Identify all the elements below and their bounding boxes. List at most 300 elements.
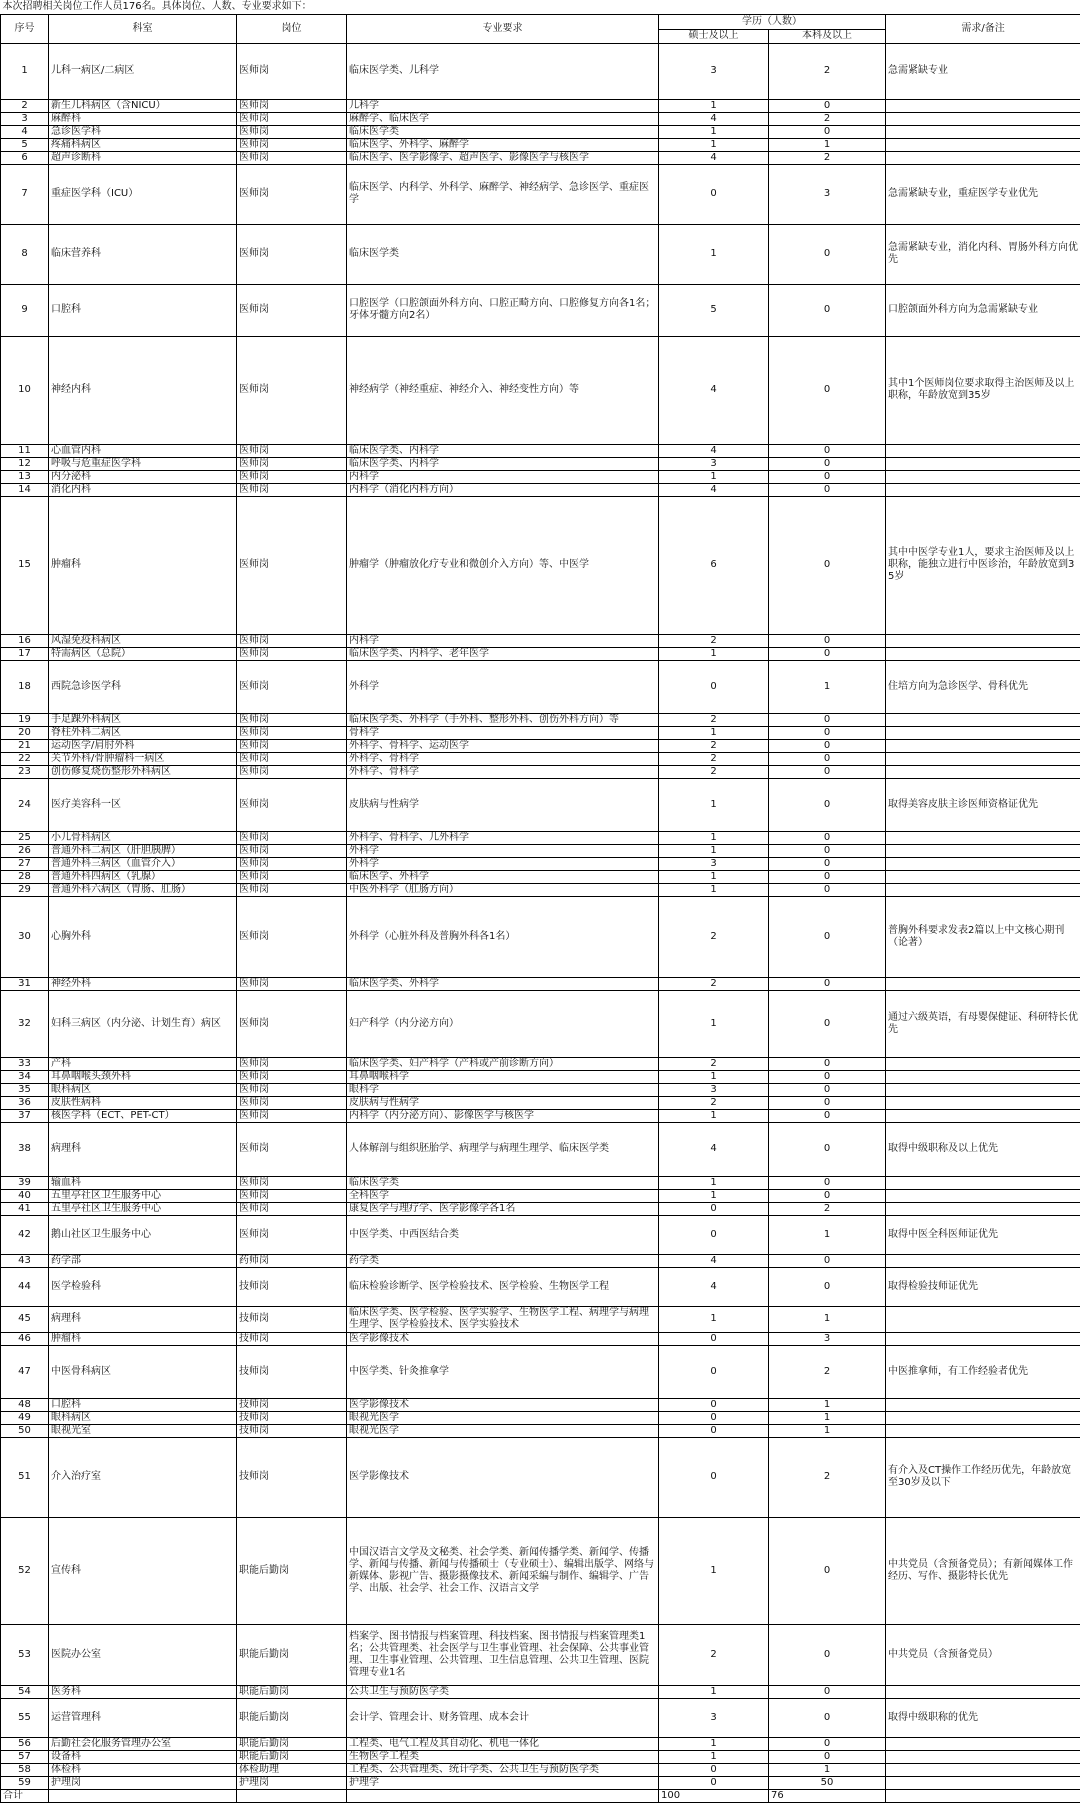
table-row xyxy=(1,43,1080,99)
cell-dept: 输血科 xyxy=(49,1176,237,1189)
cell-bachelor: 0 xyxy=(769,726,886,739)
table-row xyxy=(1,977,1080,990)
cell-post: 体检助理 xyxy=(237,1763,347,1776)
cell-master: 1 xyxy=(659,224,769,284)
cell-note xyxy=(886,470,1080,483)
cell-seq: 58 xyxy=(1,1763,49,1776)
cell-major: 临床医学类 xyxy=(347,1176,659,1189)
table-row xyxy=(1,1411,1080,1424)
cell-seq: 53 xyxy=(1,1624,49,1685)
cell-seq: 57 xyxy=(1,1750,49,1763)
cell-major: 皮肤病与性病学 xyxy=(347,1096,659,1109)
cell-major: 眼视光医学 xyxy=(347,1424,659,1437)
table-row xyxy=(1,1096,1080,1109)
cell-dept: 手足踝外科病区 xyxy=(49,713,237,726)
cell-major: 生物医学工程类 xyxy=(347,1750,659,1763)
cell-dept: 眼科病区 xyxy=(49,1083,237,1096)
cell-post: 医师岗 xyxy=(237,870,347,883)
cell-post: 医师岗 xyxy=(237,457,347,470)
cell-master: 1 xyxy=(659,1109,769,1122)
cell-note xyxy=(886,1109,1080,1122)
cell-dept: 口腔科 xyxy=(49,284,237,336)
cell-dept: 新生儿科病区（含NICU） xyxy=(49,99,237,112)
cell-bachelor: 1 xyxy=(769,138,886,151)
cell-note xyxy=(886,1763,1080,1776)
cell-master: 0 xyxy=(659,1345,769,1398)
cell-master: 2 xyxy=(659,713,769,726)
cell-post: 技师岗 xyxy=(237,1437,347,1517)
cell-master: 0 xyxy=(659,1332,769,1345)
cell-note xyxy=(886,1737,1080,1750)
cell-post: 技师岗 xyxy=(237,1424,347,1437)
cell-seq: 29 xyxy=(1,883,49,896)
table-row xyxy=(1,1267,1080,1306)
table-row xyxy=(1,1345,1080,1398)
cell-seq: 55 xyxy=(1,1698,49,1737)
cell-post: 医师岗 xyxy=(237,138,347,151)
cell-post: 职能后勤岗 xyxy=(237,1517,347,1624)
cell-note: 取得中级职称的优先 xyxy=(886,1698,1080,1737)
cell-dept: 医疗美容科一区 xyxy=(49,778,237,831)
cell-bachelor: 0 xyxy=(769,284,886,336)
table-row xyxy=(1,1624,1080,1685)
cell-major: 会计学、管理会计、财务管理、成本会计 xyxy=(347,1698,659,1737)
cell-seq: 46 xyxy=(1,1332,49,1345)
cell-dept: 心血管内科 xyxy=(49,444,237,457)
cell-master: 0 xyxy=(659,660,769,713)
cell-bachelor: 0 xyxy=(769,870,886,883)
cell-master: 1 xyxy=(659,778,769,831)
cell-dept: 消化内科 xyxy=(49,483,237,496)
cell-post: 医师岗 xyxy=(237,977,347,990)
cell-note: 其中1个医师岗位要求取得主治医师及以上职称，年龄放宽到35岁 xyxy=(886,336,1080,444)
table-row xyxy=(1,164,1080,224)
table-row xyxy=(1,151,1080,164)
cell-note xyxy=(886,1332,1080,1345)
cell-post: 职能后勤岗 xyxy=(237,1624,347,1685)
cell-bachelor: 0 xyxy=(769,1267,886,1306)
cell-note xyxy=(886,1057,1080,1070)
table-row xyxy=(1,444,1080,457)
cell-master: 2 xyxy=(659,1057,769,1070)
cell-seq: 59 xyxy=(1,1776,49,1789)
cell-dept: 中医骨科病区 xyxy=(49,1345,237,1398)
cell-master: 4 xyxy=(659,151,769,164)
cell-bachelor: 0 xyxy=(769,778,886,831)
header-edu: 学历（人数） xyxy=(659,14,886,29)
cell-post: 技师岗 xyxy=(237,1267,347,1306)
cell-bachelor: 2 xyxy=(769,1345,886,1398)
cell-dept: 设备科 xyxy=(49,1750,237,1763)
cell-seq: 48 xyxy=(1,1398,49,1411)
cell-note xyxy=(886,99,1080,112)
cell-master: 2 xyxy=(659,896,769,977)
cell-dept: 医务科 xyxy=(49,1685,237,1698)
cell-post: 医师岗 xyxy=(237,1096,347,1109)
cell-dept: 重症医学科（ICU） xyxy=(49,164,237,224)
cell-major: 外科学、骨科学 xyxy=(347,765,659,778)
empty-cell xyxy=(769,0,886,14)
cell-note xyxy=(886,112,1080,125)
cell-dept: 普通外科六病区（胃肠、肛肠） xyxy=(49,883,237,896)
cell-post: 医师岗 xyxy=(237,844,347,857)
table-row xyxy=(1,1070,1080,1083)
header-bachelor: 本科及以上 xyxy=(769,29,886,43)
cell-post: 医师岗 xyxy=(237,1176,347,1189)
cell-master: 2 xyxy=(659,1096,769,1109)
cell-note: 取得中医全科医师证优先 xyxy=(886,1215,1080,1254)
cell-note: 普胸外科要求发表2篇以上中文核心期刊（论著） xyxy=(886,896,1080,977)
cell-master: 1 xyxy=(659,1685,769,1698)
cell-seq: 6 xyxy=(1,151,49,164)
cell-bachelor: 0 xyxy=(769,1189,886,1202)
cell-seq: 49 xyxy=(1,1411,49,1424)
cell-major: 外科学、骨科学 xyxy=(347,752,659,765)
cell-master: 1 xyxy=(659,125,769,138)
cell-bachelor: 0 xyxy=(769,1624,886,1685)
cell-post: 医师岗 xyxy=(237,483,347,496)
table-row xyxy=(1,857,1080,870)
cell-bachelor: 0 xyxy=(769,739,886,752)
cell-seq: 47 xyxy=(1,1345,49,1398)
caption-row xyxy=(1,0,1080,14)
cell-bachelor: 2 xyxy=(769,1202,886,1215)
cell-seq: 4 xyxy=(1,125,49,138)
cell-post: 医师岗 xyxy=(237,765,347,778)
header-dept: 科室 xyxy=(49,14,237,43)
cell-seq: 20 xyxy=(1,726,49,739)
table-row xyxy=(1,896,1080,977)
cell-seq: 18 xyxy=(1,660,49,713)
table-row xyxy=(1,1750,1080,1763)
header-major: 专业要求 xyxy=(347,14,659,43)
cell-master: 4 xyxy=(659,1122,769,1176)
cell-major: 公共卫生与预防医学类 xyxy=(347,1685,659,1698)
table-row xyxy=(1,224,1080,284)
cell-major: 临床医学、外科学 xyxy=(347,870,659,883)
cell-major: 中医学类、中西医结合类 xyxy=(347,1215,659,1254)
cell-dept: 产科 xyxy=(49,1057,237,1070)
cell-major: 儿科学 xyxy=(347,99,659,112)
cell-major: 临床医学类 xyxy=(347,125,659,138)
cell-note: 急需紧缺专业，重症医学专业优先 xyxy=(886,164,1080,224)
cell-post: 医师岗 xyxy=(237,336,347,444)
cell-master: 2 xyxy=(659,1624,769,1685)
cell-dept: 药学部 xyxy=(49,1254,237,1267)
cell-dept: 运动医学/肩肘外科 xyxy=(49,739,237,752)
cell-dept: 普通外科四病区（乳腺） xyxy=(49,870,237,883)
cell-bachelor: 0 xyxy=(769,99,886,112)
cell-major: 康复医学与理疗学、医学影像学各1名 xyxy=(347,1202,659,1215)
cell-post: 医师岗 xyxy=(237,778,347,831)
cell-bachelor: 0 xyxy=(769,444,886,457)
cell-post: 医师岗 xyxy=(237,883,347,896)
cell-post: 技师岗 xyxy=(237,1411,347,1424)
cell-master: 0 xyxy=(659,1411,769,1424)
cell-post: 职能后勤岗 xyxy=(237,1737,347,1750)
cell-bachelor: 1 xyxy=(769,1411,886,1424)
cell-bachelor: 0 xyxy=(769,457,886,470)
cell-bachelor: 0 xyxy=(769,990,886,1057)
empty-cell xyxy=(347,1789,659,1802)
cell-bachelor: 0 xyxy=(769,224,886,284)
table-row xyxy=(1,1332,1080,1345)
cell-bachelor: 0 xyxy=(769,1096,886,1109)
cell-post: 医师岗 xyxy=(237,112,347,125)
cell-master: 0 xyxy=(659,1424,769,1437)
cell-post: 医师岗 xyxy=(237,224,347,284)
cell-seq: 28 xyxy=(1,870,49,883)
cell-master: 3 xyxy=(659,1083,769,1096)
cell-dept: 后勤社会化服务管理办公室 xyxy=(49,1737,237,1750)
cell-master: 3 xyxy=(659,857,769,870)
cell-master: 0 xyxy=(659,1202,769,1215)
cell-bachelor: 0 xyxy=(769,647,886,660)
cell-bachelor: 0 xyxy=(769,1057,886,1070)
cell-bachelor: 0 xyxy=(769,470,886,483)
cell-post: 技师岗 xyxy=(237,1398,347,1411)
cell-dept: 内分泌科 xyxy=(49,470,237,483)
cell-dept: 小儿骨科病区 xyxy=(49,831,237,844)
total-label: 合计 xyxy=(1,1789,49,1802)
cell-note xyxy=(886,1096,1080,1109)
cell-seq: 44 xyxy=(1,1267,49,1306)
cell-major: 临床医学类、外科学 xyxy=(347,977,659,990)
cell-post: 医师岗 xyxy=(237,713,347,726)
table-row xyxy=(1,284,1080,336)
cell-dept: 病理科 xyxy=(49,1306,237,1332)
cell-dept: 儿科一病区/二病区 xyxy=(49,43,237,99)
cell-seq: 51 xyxy=(1,1437,49,1517)
cell-master: 3 xyxy=(659,43,769,99)
cell-master: 2 xyxy=(659,765,769,778)
cell-dept: 呼吸与危重症医学科 xyxy=(49,457,237,470)
table-row xyxy=(1,457,1080,470)
cell-note xyxy=(886,713,1080,726)
total-bachelor: 76 xyxy=(769,1789,886,1802)
cell-bachelor: 0 xyxy=(769,831,886,844)
cell-major: 内科学（内分泌方向）、影像医学与核医学 xyxy=(347,1109,659,1122)
cell-major: 外科学、骨科学、儿外科学 xyxy=(347,831,659,844)
cell-post: 药师岗 xyxy=(237,1254,347,1267)
cell-master: 1 xyxy=(659,844,769,857)
cell-major: 妇产科学（内分泌方向） xyxy=(347,990,659,1057)
table-row xyxy=(1,1215,1080,1254)
cell-note xyxy=(886,1070,1080,1083)
cell-master: 1 xyxy=(659,1070,769,1083)
cell-master: 3 xyxy=(659,1698,769,1737)
cell-note xyxy=(886,1424,1080,1437)
total-master: 100 xyxy=(659,1789,769,1802)
cell-dept: 体检科 xyxy=(49,1763,237,1776)
cell-post: 医师岗 xyxy=(237,1070,347,1083)
cell-seq: 40 xyxy=(1,1189,49,1202)
cell-note xyxy=(886,977,1080,990)
cell-dept: 神经外科 xyxy=(49,977,237,990)
cell-bachelor: 0 xyxy=(769,1517,886,1624)
cell-note xyxy=(886,444,1080,457)
cell-major: 口腔医学（口腔颌面外科方向、口腔正畸方向、口腔修复方向各1名；牙体牙髓方向2名） xyxy=(347,284,659,336)
cell-dept: 五里亭社区卫生服务中心 xyxy=(49,1189,237,1202)
cell-major: 工程类、公共管理类、统计学类、公共卫生与预防医学类 xyxy=(347,1763,659,1776)
cell-major: 临床医学类、内科学 xyxy=(347,444,659,457)
cell-note: 取得检验技师证优先 xyxy=(886,1267,1080,1306)
header-post: 岗位 xyxy=(237,14,347,43)
cell-master: 4 xyxy=(659,483,769,496)
cell-post: 医师岗 xyxy=(237,99,347,112)
cell-post: 医师岗 xyxy=(237,896,347,977)
cell-dept: 普通外科二病区（肝胆胰脾） xyxy=(49,844,237,857)
cell-seq: 19 xyxy=(1,713,49,726)
cell-seq: 1 xyxy=(1,43,49,99)
cell-note xyxy=(886,151,1080,164)
cell-post: 职能后勤岗 xyxy=(237,1698,347,1737)
cell-master: 1 xyxy=(659,870,769,883)
cell-note xyxy=(886,1685,1080,1698)
cell-post: 医师岗 xyxy=(237,444,347,457)
cell-note xyxy=(886,647,1080,660)
cell-dept: 西院急诊医学科 xyxy=(49,660,237,713)
cell-bachelor: 1 xyxy=(769,1215,886,1254)
table-row xyxy=(1,470,1080,483)
cell-master: 0 xyxy=(659,1215,769,1254)
cell-dept: 耳鼻咽喉头颈外科 xyxy=(49,1070,237,1083)
cell-bachelor: 1 xyxy=(769,1306,886,1332)
table-row xyxy=(1,647,1080,660)
table-row xyxy=(1,778,1080,831)
empty-cell xyxy=(237,1789,347,1802)
cell-dept: 皮肤性病科 xyxy=(49,1096,237,1109)
header-row xyxy=(1,14,1080,29)
cell-major: 内科学（消化内科方向） xyxy=(347,483,659,496)
cell-post: 医师岗 xyxy=(237,1083,347,1096)
cell-bachelor: 0 xyxy=(769,336,886,444)
cell-note xyxy=(886,739,1080,752)
cell-dept: 医院办公室 xyxy=(49,1624,237,1685)
cell-master: 2 xyxy=(659,739,769,752)
table-row xyxy=(1,883,1080,896)
cell-master: 1 xyxy=(659,1306,769,1332)
cell-note: 有介入及CT操作工作经历优先，年龄放宽至30岁及以下 xyxy=(886,1437,1080,1517)
cell-seq: 23 xyxy=(1,765,49,778)
table-row xyxy=(1,336,1080,444)
cell-dept: 眼视光室 xyxy=(49,1424,237,1437)
cell-seq: 54 xyxy=(1,1685,49,1698)
cell-bachelor: 0 xyxy=(769,752,886,765)
table-row xyxy=(1,1306,1080,1332)
cell-bachelor: 0 xyxy=(769,1109,886,1122)
cell-post: 医师岗 xyxy=(237,857,347,870)
cell-major: 中国汉语言文学及文秘类、社会学类、新闻传播学类、新闻学、传播学、新闻与传播、新闻与传播硕士（专业硕士）、编辑出版学、网络与新媒体、影视广告、摄影摄像技术、新闻采编与制作、编辑学、广告学、出版、社会学、社会工作、汉语言文学 xyxy=(347,1517,659,1624)
table-row xyxy=(1,138,1080,151)
cell-note: 住培方向为急诊医学、骨科优先 xyxy=(886,660,1080,713)
table-row xyxy=(1,1057,1080,1070)
table-row xyxy=(1,125,1080,138)
table-body xyxy=(1,0,1080,1802)
cell-dept: 疼痛科病区 xyxy=(49,138,237,151)
header-note: 需求/备注 xyxy=(886,14,1080,43)
cell-bachelor: 0 xyxy=(769,1176,886,1189)
cell-major: 外科学（心脏外科及普胸外科各1名） xyxy=(347,896,659,977)
cell-seq: 9 xyxy=(1,284,49,336)
cell-post: 技师岗 xyxy=(237,1306,347,1332)
cell-major: 中医外科学（肛肠方向） xyxy=(347,883,659,896)
cell-note: 其中中医学专业1人，要求主治医师及以上职称，能独立进行中医诊治，年龄放宽到35岁 xyxy=(886,496,1080,634)
cell-major: 内科学 xyxy=(347,634,659,647)
cell-major: 护理学 xyxy=(347,1776,659,1789)
cell-seq: 35 xyxy=(1,1083,49,1096)
table-row xyxy=(1,1776,1080,1789)
cell-dept: 病理科 xyxy=(49,1122,237,1176)
cell-post: 医师岗 xyxy=(237,164,347,224)
table-row xyxy=(1,483,1080,496)
table-row xyxy=(1,1763,1080,1776)
cell-major: 内科学 xyxy=(347,470,659,483)
cell-note xyxy=(886,765,1080,778)
table-row xyxy=(1,1437,1080,1517)
table-row xyxy=(1,726,1080,739)
cell-master: 4 xyxy=(659,1254,769,1267)
cell-major: 工程类、电气工程及其自动化、机电一体化 xyxy=(347,1737,659,1750)
cell-seq: 56 xyxy=(1,1737,49,1750)
table-row xyxy=(1,1202,1080,1215)
cell-post: 医师岗 xyxy=(237,151,347,164)
cell-seq: 25 xyxy=(1,831,49,844)
cell-post: 医师岗 xyxy=(237,647,347,660)
cell-major: 神经病学（神经重症、神经介入、神经变性方向）等 xyxy=(347,336,659,444)
cell-post: 护理岗 xyxy=(237,1776,347,1789)
table-row xyxy=(1,713,1080,726)
cell-major: 外科学、骨科学、运动医学 xyxy=(347,739,659,752)
cell-bachelor: 0 xyxy=(769,1122,886,1176)
cell-post: 技师岗 xyxy=(237,1332,347,1345)
cell-post: 医师岗 xyxy=(237,284,347,336)
cell-dept: 妇科三病区（内分泌、计划生育）病区 xyxy=(49,990,237,1057)
cell-master: 0 xyxy=(659,1398,769,1411)
cell-bachelor: 0 xyxy=(769,1685,886,1698)
cell-post: 医师岗 xyxy=(237,752,347,765)
cell-post: 医师岗 xyxy=(237,125,347,138)
cell-major: 临床医学、外科学、麻醉学 xyxy=(347,138,659,151)
cell-master: 1 xyxy=(659,831,769,844)
cell-bachelor: 0 xyxy=(769,977,886,990)
table-row xyxy=(1,1685,1080,1698)
cell-master: 4 xyxy=(659,336,769,444)
cell-dept: 风湿免疫科病区 xyxy=(49,634,237,647)
cell-note xyxy=(886,1083,1080,1096)
cell-seq: 22 xyxy=(1,752,49,765)
table-row xyxy=(1,1254,1080,1267)
cell-dept: 普通外科三病区（血管介入） xyxy=(49,857,237,870)
cell-post: 医师岗 xyxy=(237,1202,347,1215)
table-row xyxy=(1,99,1080,112)
cell-major: 全科医学 xyxy=(347,1189,659,1202)
table-row xyxy=(1,1424,1080,1437)
table-row xyxy=(1,660,1080,713)
cell-post: 职能后勤岗 xyxy=(237,1685,347,1698)
cell-dept: 临床营养科 xyxy=(49,224,237,284)
cell-bachelor: 3 xyxy=(769,1332,886,1345)
cell-bachelor: 0 xyxy=(769,844,886,857)
cell-note: 通过六级英语，有母婴保健证、科研特长优先 xyxy=(886,990,1080,1057)
cell-seq: 45 xyxy=(1,1306,49,1332)
cell-post: 医师岗 xyxy=(237,1189,347,1202)
cell-note xyxy=(886,752,1080,765)
cell-note xyxy=(886,1750,1080,1763)
cell-bachelor: 0 xyxy=(769,1698,886,1737)
cell-note: 中共党员（含预备党员） xyxy=(886,1624,1080,1685)
cell-bachelor: 0 xyxy=(769,1254,886,1267)
